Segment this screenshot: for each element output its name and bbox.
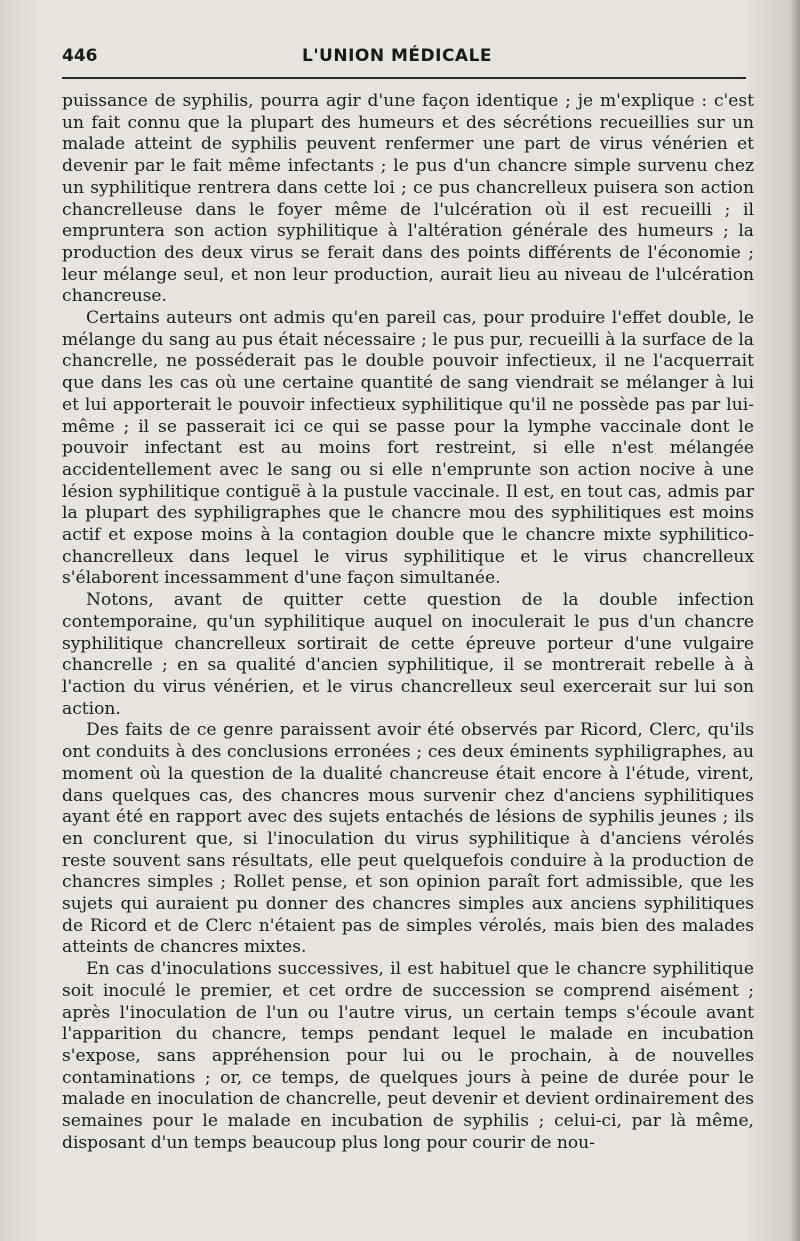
paragraph-5: En cas d'inoculations successives, il est habituel que le chancre syphilitique soit inoculé le premier, et cet ordre de succession se comprend aisément ; après l'inoculation de l'un ou l'autre virus, un certain temps s'écoule avant l'apparition du chancre, temps pendant lequel le malade en incubation s'expose, sans appréhension pour lui ou le prochain, à de nouvelles contaminations ; or, ce temps, de quelques jours à peine de durée pour le malade en inoculation de chancrelle, peut devenir et devient ordinairement des semaines pour le malade en incubation de syphilis ; celui-ci, par là même, disposant d'un temps beaucoup plus long pour courir de nou-: [62, 959, 754, 1153]
running-title: L'UNION MÉDICALE: [302, 46, 493, 66]
page-header: [62, 46, 752, 74]
header-rule: [62, 77, 746, 79]
paragraph-4: Des faits de ce genre paraissent avoir été observés par Ricord, Clerc, qu'ils ont conduits à des conclusions erronées ; ces deux éminents syphiligraphes, au moment où la question de la dualité chancreuse était encore à l'étude, virent, dans quelques cas, des chancres mous survenir chez d'anciens syphilitiques ayant été en rapport avec des sujets entachés de lésions de syphilis jeunes ; ils en conclurent que, si l'inoculation du virus syphilitique à d'anciens vérolés reste souvent sans résultats, elle peut quelquefois conduire à la production de chancres simples ; Rollet pense, et son opinion paraît fort admissible, que les sujets qui auraient pu donner des chancres simples aux anciens syphilitiques de Ricord et de Clerc n'étaient pas de simples vérolés, mais bien des malades atteints de chancres mixtes.: [62, 720, 754, 958]
paragraph-3: Notons, avant de quitter cette question de la double infection contemporaine, qu'un syphilitique auquel on inoculerait le pus d'un chancre syphilitique chancrelleux sortirait de cette épreuve porteur d'une vulgaire chancrelle ; en sa qualité d'ancien syphilitique, il se montrerait rebelle à à l'action du virus vénérien, et le virus chancrelleux seul exercerait sur lui son action.: [62, 590, 754, 719]
paragraph-1: puissance de syphilis, pourra agir d'une façon identique ; je m'explique : c'est un fait connu que la plupart des humeurs et des sécrétions recueillies sur un malade atteint de syphilis peuvent renfermer une part de virus vénérien et devenir par le fait même infectants ; le pus d'un chancre simple survenu chez un syphilitique rentrera dans cette loi ; ce pus chancrelleux puisera son action chancrelleuse dans le foyer même de l'ulcération où il est recueilli ; il empruntera son action syphilitique à l'altération générale des humeurs ; la production des deux virus se ferait dans des points différents de l'économie ; leur mélange seul, et non leur production, aurait lieu au niveau de l'ulcération chancreuse.: [62, 91, 754, 307]
page-number: 446: [62, 46, 98, 66]
paragraph-2: Certains auteurs ont admis qu'en pareil cas, pour produire l'effet double, le mélange du sang au pus était nécessaire ; le pus pur, recueilli à la surface de la chancrelle, ne posséderait pas le double pouvoir infectieux, il ne l'acquerrait que dans les cas où une certaine quantité de sang viendrait se mélanger à lui et lui apporterait le pouvoir infectieux syphilitique qu'il ne possède pas par lui-même ; il se passerait ici ce qui se passe pour la lymphe vaccinale dont le pouvoir infectant est au moins fort restreint, si elle n'est mélangée accidentellement avec le sang ou si elle n'emprunte son action nocive à une lésion syphilitique contiguë à la pustule vaccinale. Il est, en tout cas, admis par la plupart des syphiligraphes que le chancre mou des syphilitiques est moins actif et expose moins à la contagion double que le chancre mixte syphilitico-chancrelleux dans lequel le virus syphilitique et le virus chancrelleux s'élaborent incessamment d'une façon simultanée.: [62, 308, 754, 589]
body-text: [62, 91, 754, 1154]
